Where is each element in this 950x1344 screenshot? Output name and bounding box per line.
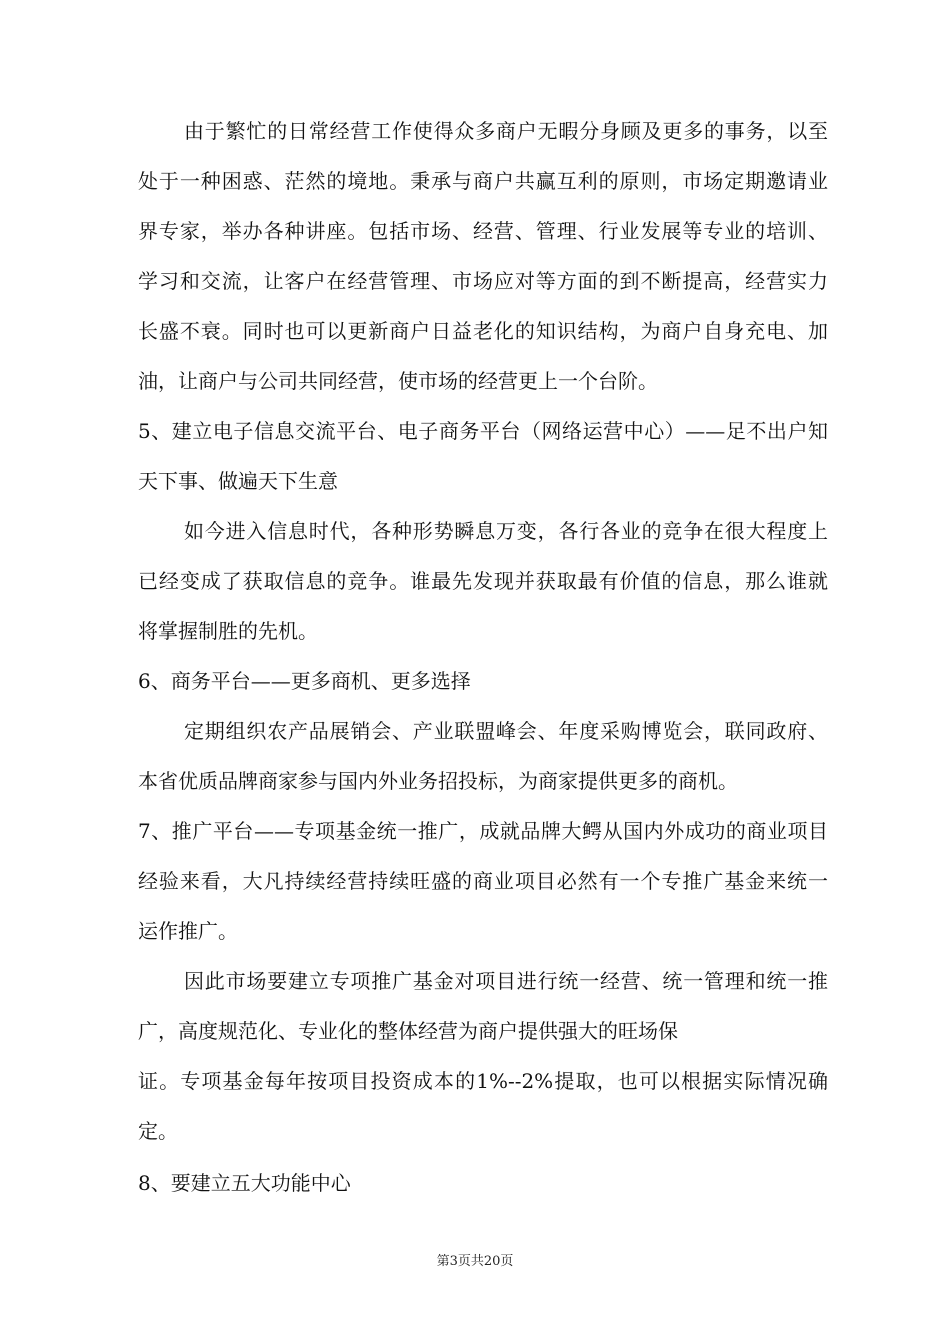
paragraph-1-line-6: 油，让商户与公司共同经营，使市场的经营更上一个台阶。 (138, 369, 658, 393)
paragraph-2-line-2: 已经变成了获取信息的竞争。谁最先发现并获取最有价值的信息，那么谁就 (138, 569, 828, 593)
section-6-heading: 6、商务平台——更多商机、更多选择 (138, 669, 471, 693)
paragraph-1-line-4: 学习和交流，让客户在经营管理、市场应对等方面的到不断提高，经营实力 (138, 269, 828, 293)
paragraph-2-line-3: 将掌握制胜的先机。 (138, 619, 318, 643)
paragraph-3-line-1: 定期组织农产品展销会、产业联盟峰会、年度采购博览会，联同政府、 (184, 719, 828, 743)
paragraph-1-line-2: 处于一种困惑、茫然的境地。秉承与商户共赢互利的原则，市场定期邀请业 (138, 169, 828, 193)
section-5-heading-line-1: 5、建立电子信息交流平台、电子商务平台（网络运营中心）——足不出户知 (138, 419, 828, 443)
paragraph-3-line-2: 本省优质品牌商家参与国内外业务招投标，为商家提供更多的商机。 (138, 769, 738, 793)
section-7-line-1: 7、推广平台——专项基金统一推广，成就品牌大鳄从国内外成功的商业项目 (138, 819, 828, 843)
section-8-heading: 8、要建立五大功能中心 (138, 1171, 351, 1195)
paragraph-4-line-4: 定。 (138, 1119, 178, 1143)
section-7-line-3: 运作推广。 (138, 919, 238, 943)
paragraph-4-line-1: 因此市场要建立专项推广基金对项目进行统一经营、统一管理和统一推 (184, 969, 828, 993)
paragraph-1-line-3: 界专家，举办各种讲座。包括市场、经营、管理、行业发展等专业的培训、 (138, 219, 828, 243)
section-7-line-2: 经验来看，大凡持续经营持续旺盛的商业项目必然有一个专推广基金来统一 (138, 869, 828, 893)
paragraph-4-line-3: 证。专项基金每年按项目投资成本的1%--2%提取，也可以根据实际情况确 (138, 1069, 828, 1093)
section-5-heading-line-2: 天下事、做遍天下生意 (138, 469, 338, 493)
paragraph-1-line-1: 由于繁忙的日常经营工作使得众多商户无暇分身顾及更多的事务，以至 (184, 119, 828, 143)
paragraph-4-line-2: 广，高度规范化、专业化的整体经营为商户提供强大的旺场保 (138, 1019, 678, 1043)
page-number-footer: 第3页共20页 (436, 1254, 514, 1269)
paragraph-2-line-1: 如今进入信息时代，各种形势瞬息万变，各行各业的竞争在很大程度上 (184, 519, 828, 543)
paragraph-1-line-5: 长盛不衰。同时也可以更新商户日益老化的知识结构，为商户自身充电、加 (138, 319, 828, 343)
